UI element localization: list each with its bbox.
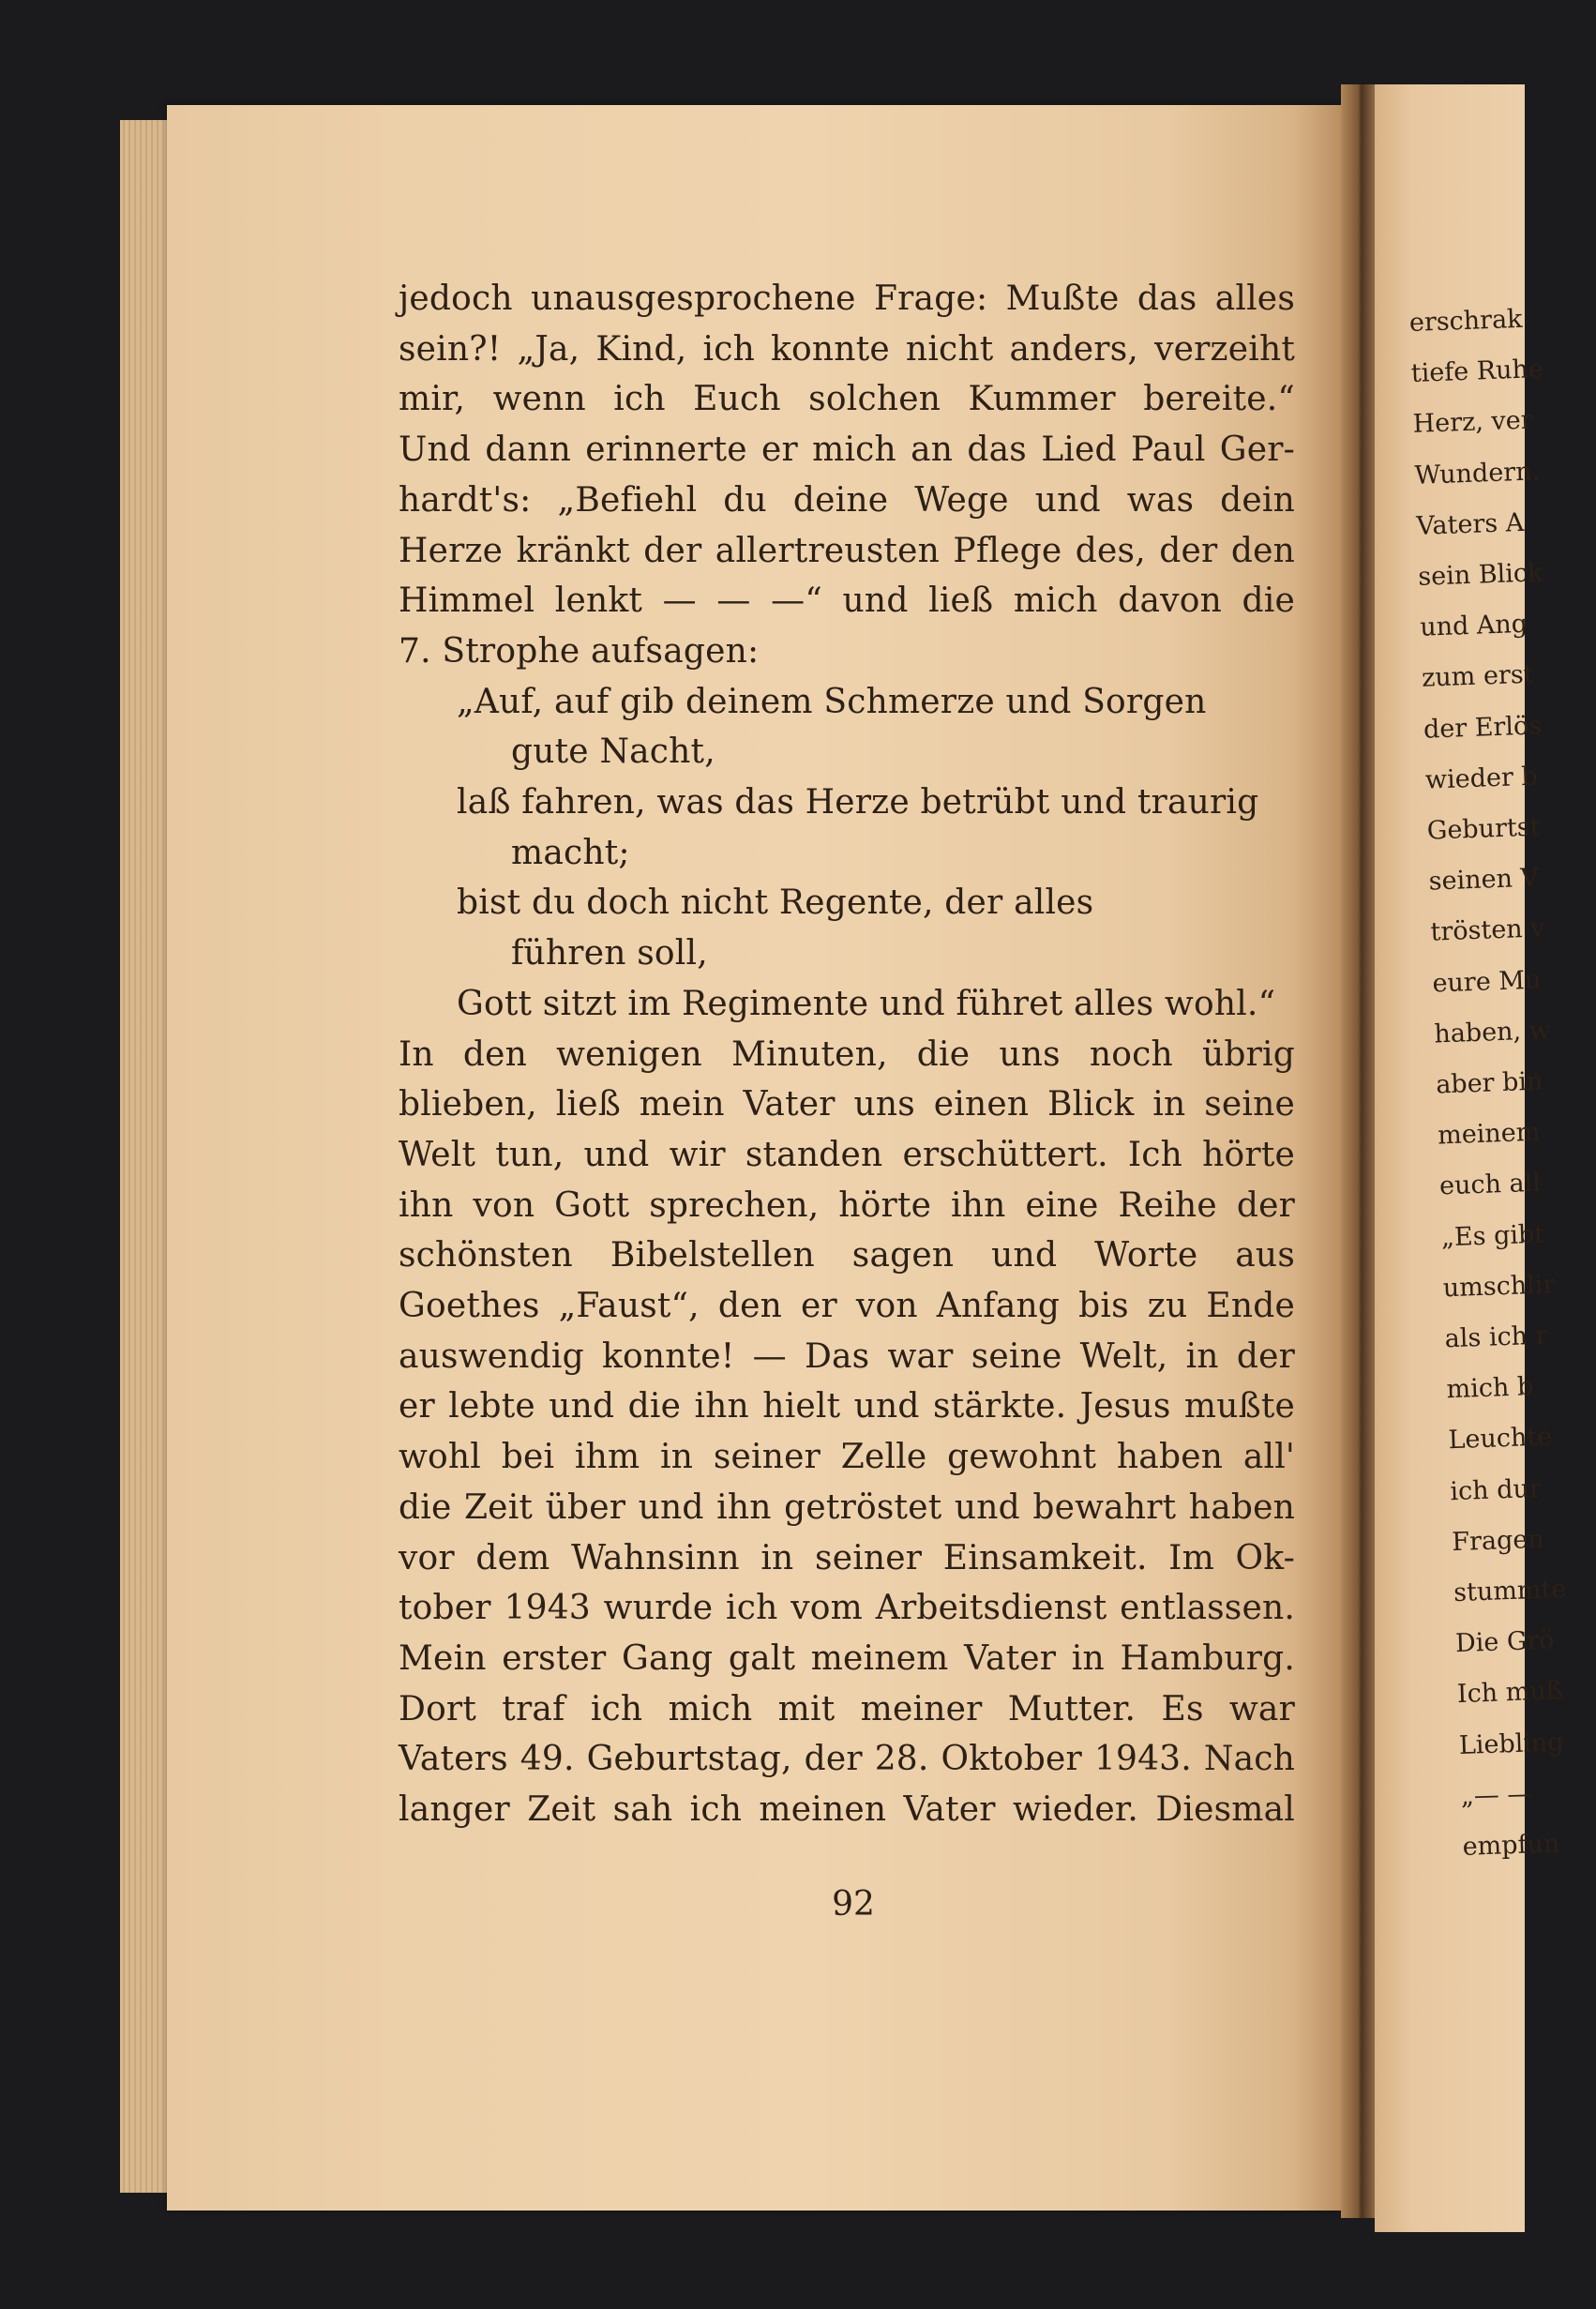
- text-fragment: Vaters A: [1415, 507, 1525, 541]
- text-fragment: Fragen: [1451, 1524, 1545, 1558]
- text-fragment: stummte: [1453, 1575, 1567, 1608]
- text-line: Und dann erinnerte er mich an das Lied Paul Ger-: [399, 430, 1295, 470]
- text-line: sein?! „Ja, Kind, ich konnte nicht anders, verzeiht: [399, 329, 1295, 369]
- text-fragment: meinem: [1437, 1117, 1541, 1151]
- text-fragment: empfun: [1462, 1829, 1560, 1863]
- text-line: Mein erster Gang galt meinem Vater in Hamburg.: [399, 1638, 1295, 1678]
- text-fragment: seinen V: [1428, 863, 1540, 897]
- text-fragment: Ich muß: [1456, 1676, 1564, 1710]
- text-line: vor dem Wahnsinn in seiner Einsamkeit. Im Ok-: [399, 1538, 1295, 1577]
- text-line: Vaters 49. Geburtstag, der 28. Oktober 1943. Nach: [399, 1740, 1295, 1779]
- text-fragment: Liebling: [1458, 1727, 1565, 1760]
- text-fragment: erschrak: [1408, 304, 1524, 338]
- text-fragment: Leuchte: [1448, 1422, 1553, 1456]
- left-page-text: [399, 274, 1295, 1835]
- verse-line: Gott sitzt im Regimente und führet alles wohl.“: [457, 984, 1276, 1023]
- text-line: ihn von Gott sprechen, hörte ihn eine Reihe der: [399, 1185, 1295, 1225]
- verse-line: laß fahren, was das Herze betrübt und traurig: [457, 783, 1259, 822]
- text-line: Welt tun, und wir standen erschüttert. Ich hörte: [399, 1135, 1295, 1174]
- text-line: mir, wenn ich Euch solchen Kummer bereite.“: [399, 380, 1295, 419]
- verse-line: gute Nacht,: [511, 732, 715, 772]
- text-line: hardt's: „Befiehl du deine Wege und was dein: [399, 480, 1295, 520]
- text-fragment: tiefe Ruhe: [1410, 355, 1544, 389]
- text-line: Himmel lenkt — — —“ und ließ mich davon die: [399, 581, 1295, 621]
- text-fragment: und Ang: [1419, 610, 1528, 642]
- text-line: tober 1943 wurde ich vom Arbeitsdienst entlassen.: [399, 1589, 1295, 1628]
- text-fragment: euch all: [1438, 1169, 1542, 1201]
- text-fragment: haben, w: [1433, 1016, 1552, 1049]
- text-fragment: umschlir: [1442, 1270, 1556, 1304]
- text-line: Herze kränkt der allertreusten Pflege des, der den: [399, 531, 1295, 570]
- text-fragment: zum erst: [1421, 660, 1535, 694]
- text-line: Goethes „Faust“, den er von Anfang bis zu Ende: [399, 1287, 1295, 1326]
- page-number: 92: [832, 1885, 875, 1924]
- text-fragment: „— —: [1460, 1779, 1533, 1811]
- text-fragment: sein Blick: [1417, 558, 1543, 592]
- text-fragment: wieder b: [1424, 762, 1539, 795]
- text-fragment: eure Mu: [1431, 965, 1542, 999]
- text-line: er lebte und die ihn hielt und stärkte. Jesus mußte: [399, 1387, 1295, 1426]
- text-line: blieben, ließ mein Vater uns einen Blick in seine: [399, 1085, 1295, 1124]
- text-fragment: Die Grö: [1454, 1625, 1556, 1659]
- text-fragment: als ich r: [1444, 1321, 1549, 1354]
- text-fragment: Geburtst: [1426, 812, 1541, 846]
- verse-line: macht;: [511, 833, 630, 872]
- text-line: langer Zeit sah ich meinen Vater wieder. Diesmal: [399, 1790, 1295, 1830]
- text-line: wohl bei ihm in seiner Zelle gewohnt haben all': [399, 1438, 1295, 1477]
- text-fragment: „Es gibt: [1440, 1219, 1545, 1253]
- text-line: jedoch unausgesprochene Frage: Mußte das alles: [399, 279, 1295, 318]
- text-fragment: trösten v: [1430, 913, 1546, 948]
- text-fragment: Herz, ver: [1412, 405, 1534, 440]
- verse-line: bist du doch nicht Regente, der alles: [457, 883, 1094, 923]
- text-fragment: ich dur: [1449, 1473, 1543, 1506]
- text-fragment: der Erlös: [1423, 710, 1543, 745]
- book-gutter: [1341, 84, 1378, 2218]
- text-line: In den wenigen Minuten, die uns noch übrig: [399, 1034, 1295, 1074]
- verse-line: führen soll,: [511, 934, 708, 973]
- text-line: auswendig konnte! — Das war seine Welt, in der: [399, 1336, 1295, 1376]
- text-line: Dort traf ich mich mit meiner Mutter. Es war: [399, 1689, 1295, 1728]
- text-line: die Zeit über und ihn getröstet und bewahrt haben: [399, 1487, 1295, 1527]
- text-fragment: Wundern.: [1414, 456, 1541, 490]
- text-line: schönsten Bibelstellen sagen und Worte aus: [399, 1236, 1295, 1275]
- text-fragment: aber bin: [1435, 1066, 1543, 1100]
- text-fragment: mich b: [1446, 1372, 1534, 1405]
- verse-line: „Auf, auf gib deinem Schmerze und Sorgen: [457, 682, 1207, 721]
- text-line: 7. Strophe aufsagen:: [399, 631, 760, 671]
